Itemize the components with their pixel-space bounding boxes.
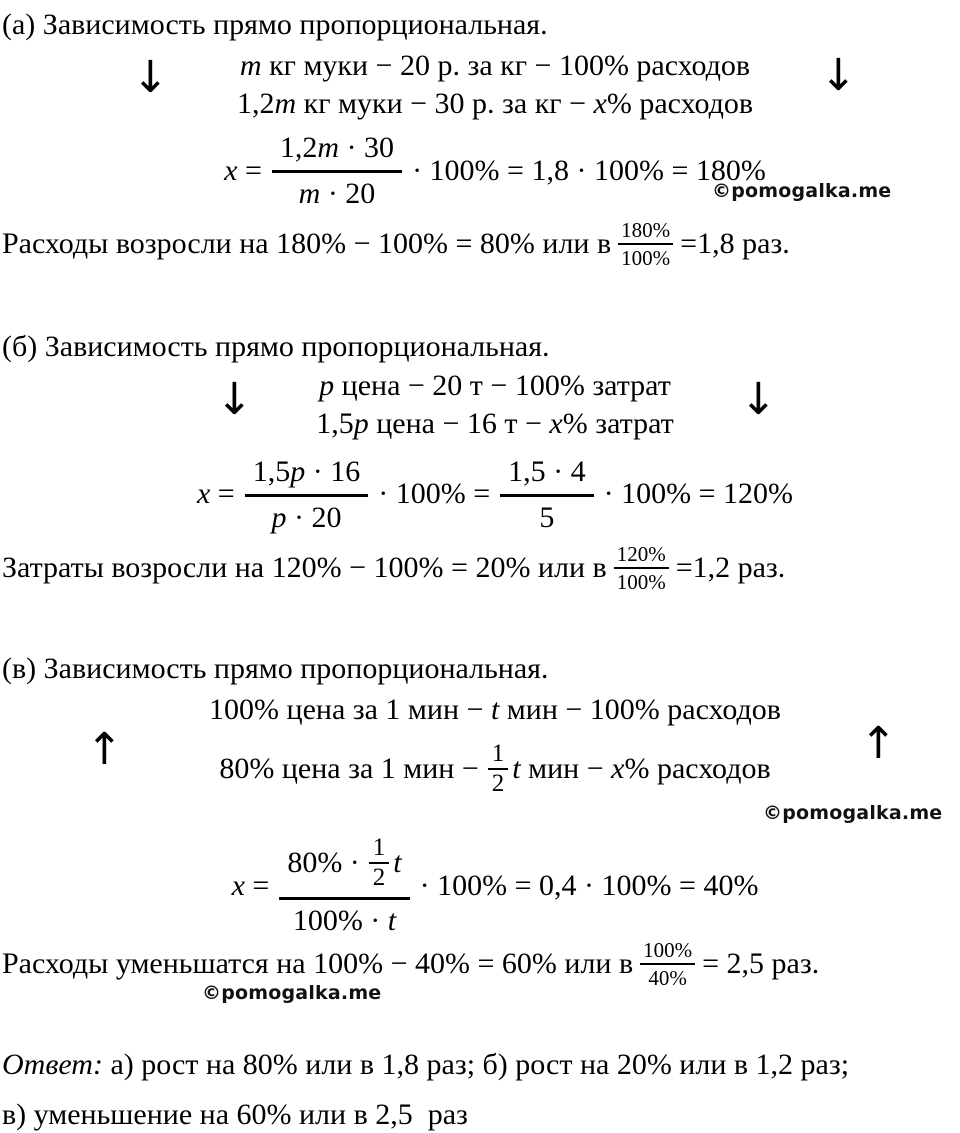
row-text: t мин − x% расходов [512,752,771,785]
equation-lhs: x = [231,868,270,902]
numerator-text: t [393,846,402,880]
fraction-denominator: 2 [491,770,505,797]
fraction-numerator: 120% [614,542,669,569]
equation-middle: · 100% = [378,477,491,510]
down-arrow-icon: ↓ [740,374,777,425]
fraction [500,454,594,535]
section-v-equation [30,834,960,938]
section-v-result-line [2,938,819,990]
fraction-denominator: 100% [616,570,666,595]
fraction-denominator: p · 20 [271,500,342,534]
inline-fraction [640,938,695,990]
fraction-numerator [279,834,409,900]
fraction-numerator: 1 [488,741,509,770]
equation-rhs: · 100% = 1,8 · 100% = 180% [412,153,766,187]
section-b-heading: (б) Зависимость прямо пропорциональная. [2,330,550,363]
fraction [245,454,369,535]
section-b-proportion-row-2: 1,5p цена − 16 т − x% затрат [316,407,674,440]
inline-fraction [614,542,669,594]
down-arrow-icon: ↓ [216,374,253,425]
fraction-numerator: 180% [618,218,673,245]
fraction-denominator: 40% [648,966,687,991]
watermark: ©pomogalka.me [712,180,892,202]
fraction-denominator: m · 20 [298,177,376,210]
section-a-result-line [2,218,790,270]
row-text: 80% цена за 1 мин − [219,752,479,785]
down-arrow-icon: ↓ [820,50,857,101]
result-text: Расходы уменьшатся на 100% − 40% = 60% или в [2,947,634,981]
answer-line-1: Ответ: а) рост на 80% или в 1,8 раз; б) рост на 20% или в 1,2 раз; [2,1048,850,1081]
fraction-numerator: 1,5 p · 16 [245,454,369,497]
section-v-heading: (в) Зависимость прямо пропорциональная. [2,652,549,685]
answer-line-2: в) уменьшение на 60% или в 2,5 раз [2,1098,468,1131]
section-b-result-line [2,542,785,594]
section-b-proportion-row-1: p цена − 20 т − 100% затрат [319,369,671,402]
watermark: ©pomogalka.me [202,982,382,1004]
result-text: Затраты возросли на 120% − 100% = 20% или в [2,551,607,585]
half-fraction [369,835,390,892]
section-v-proportion-row-2 [30,724,960,808]
down-arrow-icon: ↓ [132,52,169,103]
fraction-denominator: 2 [372,864,386,892]
fraction-denominator: 100% · t [292,903,397,937]
fraction [279,834,409,938]
equation-rhs: · 100% = 120% [603,477,794,510]
fraction-numerator: 1 [369,835,390,864]
section-b-equation [30,452,960,536]
section-v-proportion-row-1: 100% цена за 1 мин − t мин − 100% расходов [209,693,781,726]
fraction-numerator: 1,2 m · 30 [272,130,402,173]
fraction-denominator: 100% [621,246,671,271]
result-text: =1,8 раз. [680,227,790,261]
watermark: ©pomogalka.me [763,802,943,824]
section-a-heading: (а) Зависимость прямо пропорциональная. [2,8,548,41]
section-a-proportion-row-2: 1,2m кг муки − 30 р. за кг − x% расходов [236,87,754,120]
numerator-text: 80% · [287,846,360,880]
equation-rhs: · 100% = 0,4 · 100% = 40% [419,868,759,902]
fraction-numerator: 1,5 · 4 [500,454,594,497]
up-arrow-icon: ↑ [86,724,123,775]
result-text: Расходы возросли на 180% − 100% = 80% или в [2,227,612,261]
equation-lhs: x = [196,477,235,510]
fraction-denominator: 5 [539,500,555,534]
equation-lhs: x = [224,153,262,187]
fraction-numerator: 100% [640,938,695,965]
half-fraction [488,741,509,798]
up-arrow-icon: ↑ [860,718,897,769]
section-a-proportion-row-1: m кг муки − 20 р. за кг − 100% расходов [239,49,751,82]
result-text: =1,2 раз. [675,551,786,585]
fraction [272,130,402,211]
result-text: = 2,5 раз. [702,947,820,981]
inline-fraction [618,218,673,270]
